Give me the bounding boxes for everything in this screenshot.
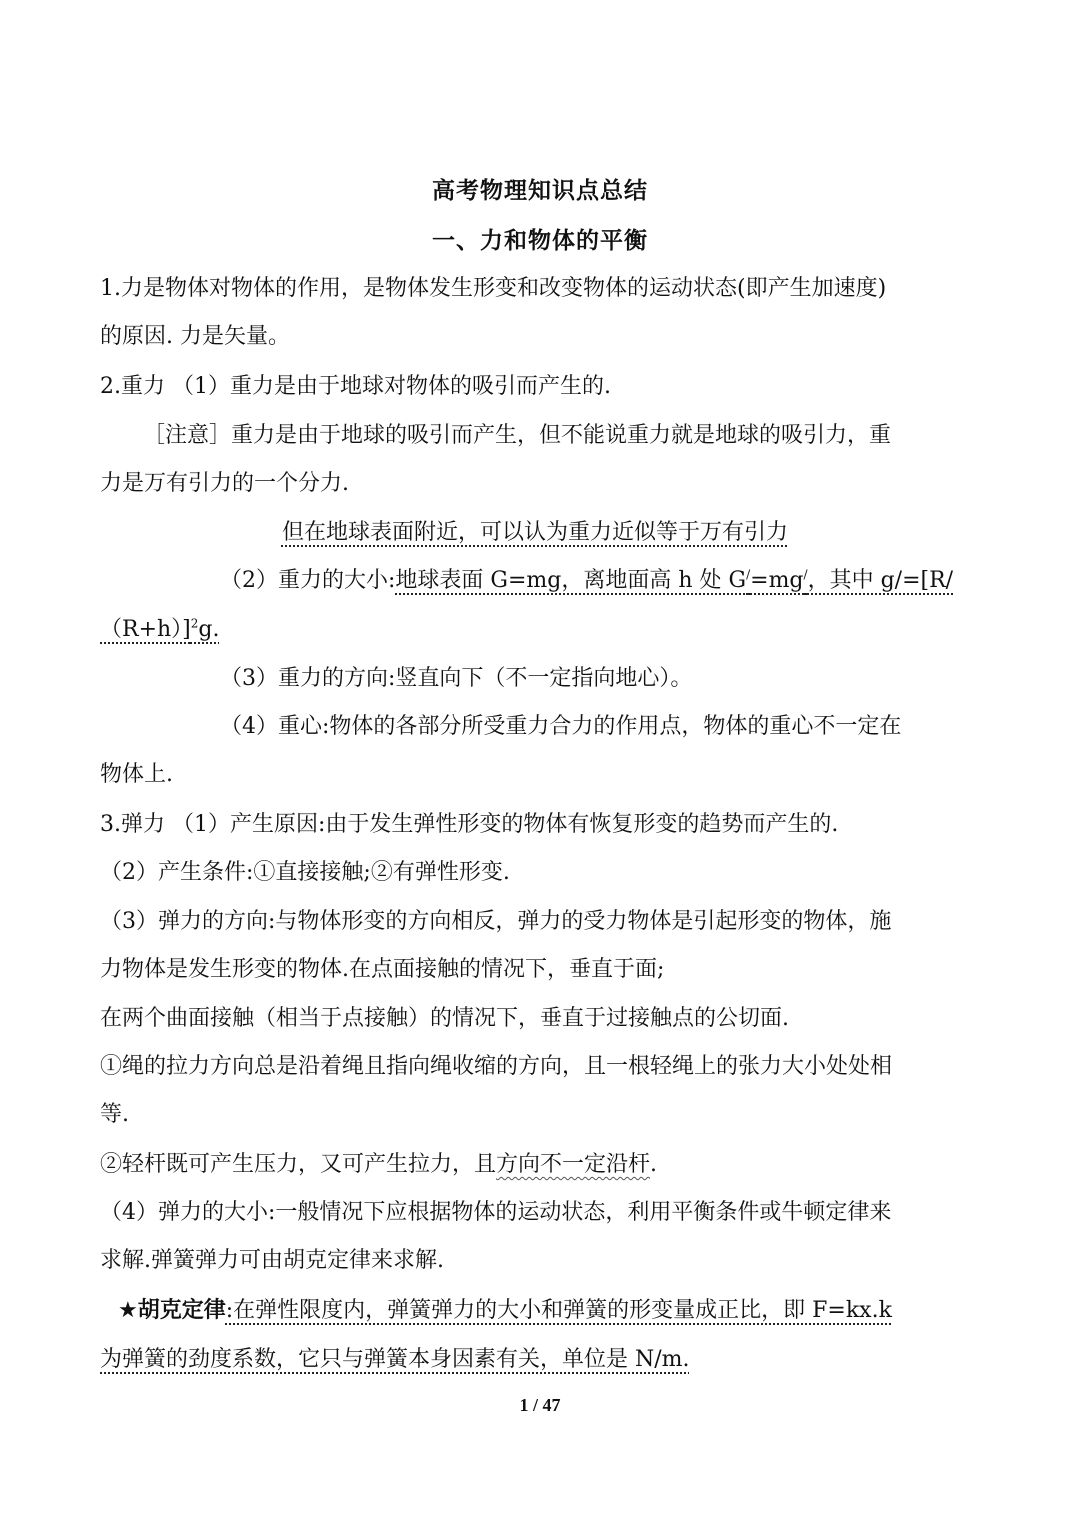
highlighted-statement	[0, 518, 1070, 548]
wavy-underline-text: 方向不一定沿杆	[496, 1152, 651, 1177]
dotted-underline-text: 为弹簧的劲度系数，它只与弹簧本身因素有关，单位是 N/m.	[100, 1347, 690, 1372]
paragraph-line: （2）产生条件:①直接接触;②有弹性形变.	[100, 860, 510, 885]
paragraph-line: ②轻杆既可产生压力，又可产生拉力，且方向不一定沿杆.	[100, 1152, 658, 1177]
hooke-law-label: ★胡克定律	[118, 1298, 226, 1323]
formula-continuation	[100, 615, 219, 645]
gravity-magnitude-line	[220, 566, 953, 596]
formula-text: 地球表面 G=mg，离地面高 h 处 G/=mg/，其中 g/=[R/	[395, 567, 954, 593]
dotted-underline-text: 但在地球表面附近，可以认为重力近似等于万有引力	[281, 520, 788, 545]
hooke-law-line	[118, 1296, 892, 1326]
note-line: ［注意］重力是由于地球的吸引而产生，但不能说重力就是地球的吸引力，重	[143, 423, 892, 448]
paragraph-line: 等.	[100, 1102, 129, 1127]
paragraph-line: （3）弹力的方向:与物体形变的方向相反，弹力的受力物体是引起形变的物体，施	[100, 909, 892, 934]
paragraph-line: 求解.弹簧弹力可由胡克定律来求解.	[100, 1248, 444, 1273]
paragraph-line: 2.重力 （1）重力是由于地球对物体的吸引而产生的.	[100, 374, 611, 399]
item-label: （2）重力的大小:	[220, 568, 396, 593]
page-number: 1 / 47	[519, 1395, 561, 1415]
paragraph-line: （4）重心:物体的各部分所受重力合力的作用点，物体的重心不一定在	[220, 714, 902, 739]
formula-text: （R+h）]$^2$g.	[100, 616, 220, 642]
hooke-law-continuation	[100, 1345, 690, 1375]
paragraph-line: （3）重力的方向:竖直向下（不一定指向地心）。	[220, 666, 693, 691]
paragraph-line: 3.弹力 （1）产生原因:由于发生弹性形变的物体有恢复形变的趋势而产生的.	[100, 812, 839, 837]
paragraph-line: 物体上.	[100, 762, 173, 787]
paragraph-line: 力是万有引力的一个分力.	[100, 471, 349, 496]
section-heading: 一、力和物体的平衡	[432, 228, 648, 254]
paragraph-line: 的原因. 力是矢量。	[100, 324, 290, 349]
paragraph-line: 在两个曲面接触（相当于点接触）的情况下，垂直于过接触点的公切面.	[100, 1006, 789, 1031]
paragraph-line: 1.力是物体对物体的作用，是物体发生形变和改变物体的运动状态(即产生加速度)	[100, 276, 887, 301]
document-title: 高考物理知识点总结	[432, 178, 648, 204]
paragraph-line: 力物体是发生形变的物体.在点面接触的情况下，垂直于面;	[100, 957, 665, 982]
paragraph-line: ①绳的拉力方向总是沿着绳且指向绳收缩的方向，且一根轻绳上的张力大小处处相	[100, 1054, 893, 1079]
dotted-underline-text: :在弹性限度内，弹簧弹力的大小和弹簧的形变量成正比，即 F=kx.k	[225, 1298, 892, 1323]
paragraph-line: （4）弹力的大小:一般情况下应根据物体的运动状态，利用平衡条件或牛顿定律来	[100, 1200, 892, 1225]
